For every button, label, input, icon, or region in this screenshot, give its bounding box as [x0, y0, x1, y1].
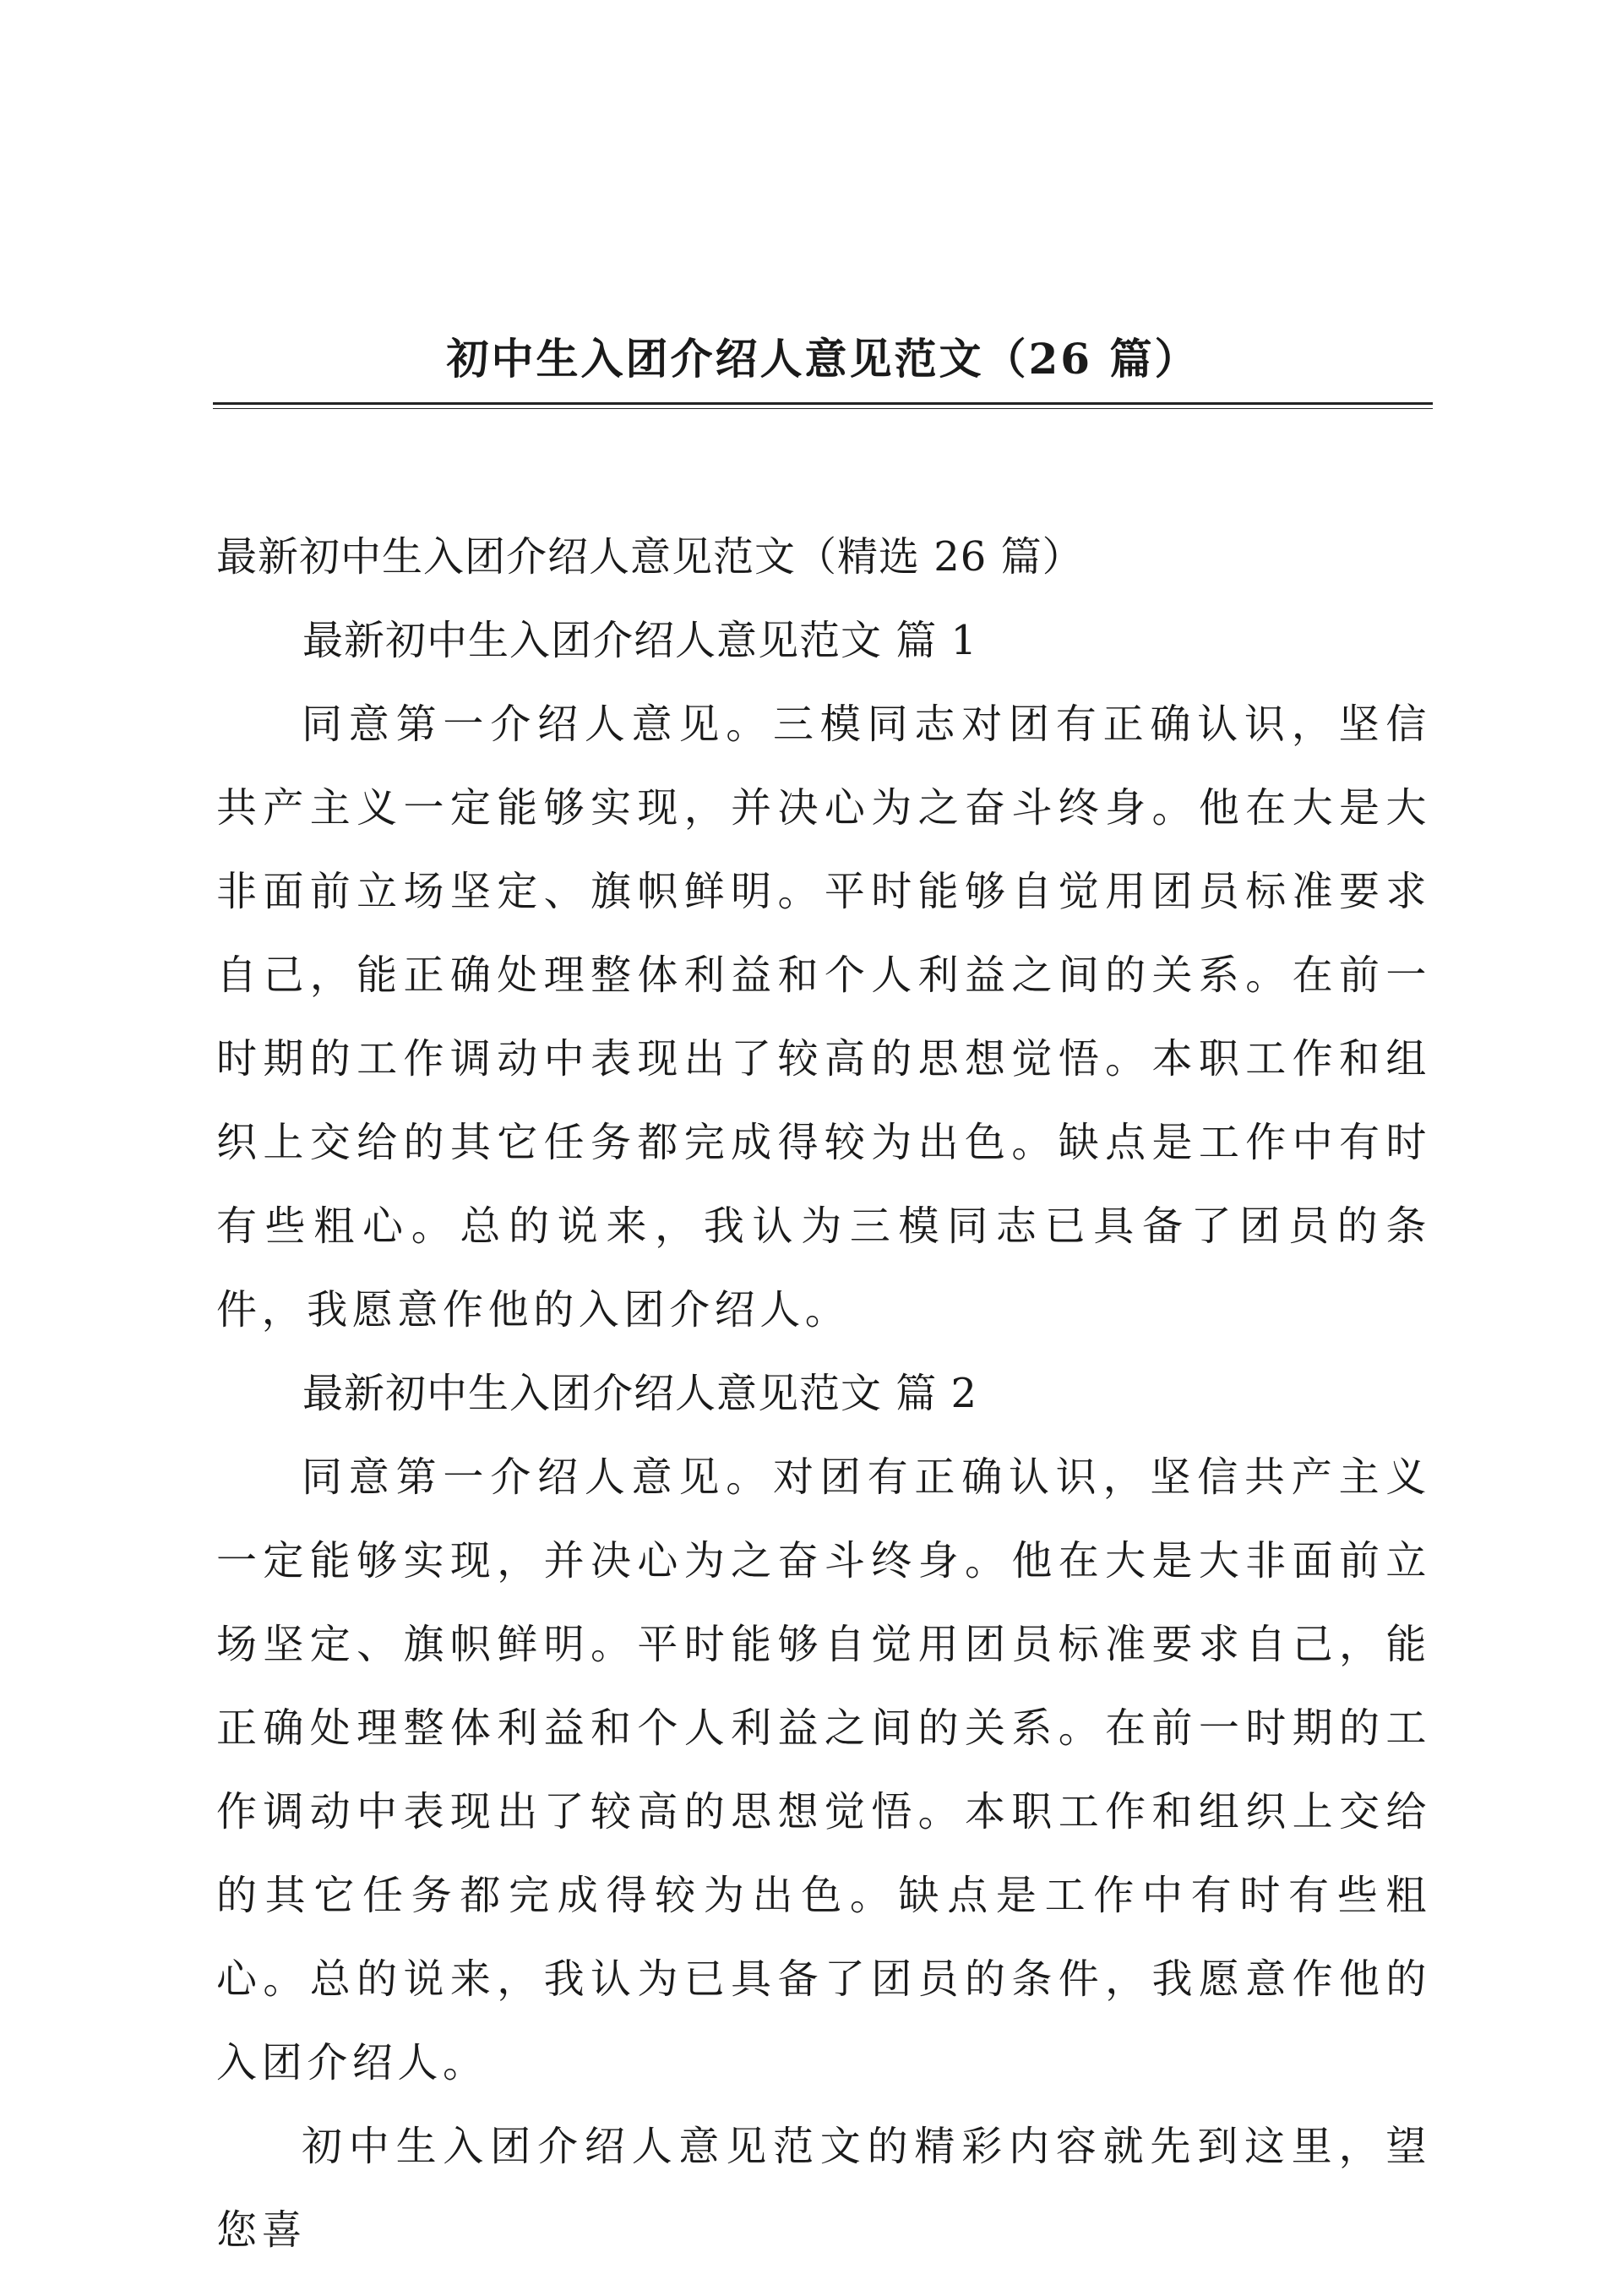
document-title: 初中生入团介绍人意见范文（26 篇） [446, 334, 1200, 384]
section-heading-2: 最新初中生入团介绍人意见范文 篇 2 [302, 1370, 978, 1417]
document-subtitle: 最新初中生入团介绍人意见范文（精选 26 篇） [216, 533, 1084, 581]
closing-paragraph: 初中生入团介绍人意见范文的精彩内容就先到这里，望您喜 [216, 2123, 1431, 2254]
section-text-1: 同意第一介绍人意见。三模同志对团有正确认识，坚信共产主义一定能够实现，并决心为之奋斗终身。他在大是大非面前立场坚定、旗帜鲜明。平时能够自觉用团员标准要求自己，能正确处理整体利益和个人利益之间的关系。在前一时期的工作调动中表现出了较高的思想觉悟。本职工作和组织上交给的其它任务都完成得较为出色。缺点是工作中有时有些粗心。总的说来，我认为三模同志已具备了团员的条件，我愿意作他的入团介绍人。 [216, 701, 1431, 1333]
section-heading-1: 最新初中生入团介绍人意见范文 篇 1 [302, 617, 978, 664]
title-divider [213, 402, 1433, 409]
section-text-2: 同意第一介绍人意见。对团有正确认识，坚信共产主义一定能够实现，并决心为之奋斗终身。他在大是大非面前立场坚定、旗帜鲜明。平时能够自觉用团员标准要求自己，能正确处理整体利益和个人利益之间的关系。在前一时期的工作调动中表现出了较高的思想觉悟。本职工作和组织上交给的其它任务都完成得较为出色。缺点是工作中有时有些粗心。总的说来，我认为已具备了团员的条件，我愿意作他的入团介绍人。 [216, 1453, 1431, 2086]
document-body [216, 515, 1431, 2272]
